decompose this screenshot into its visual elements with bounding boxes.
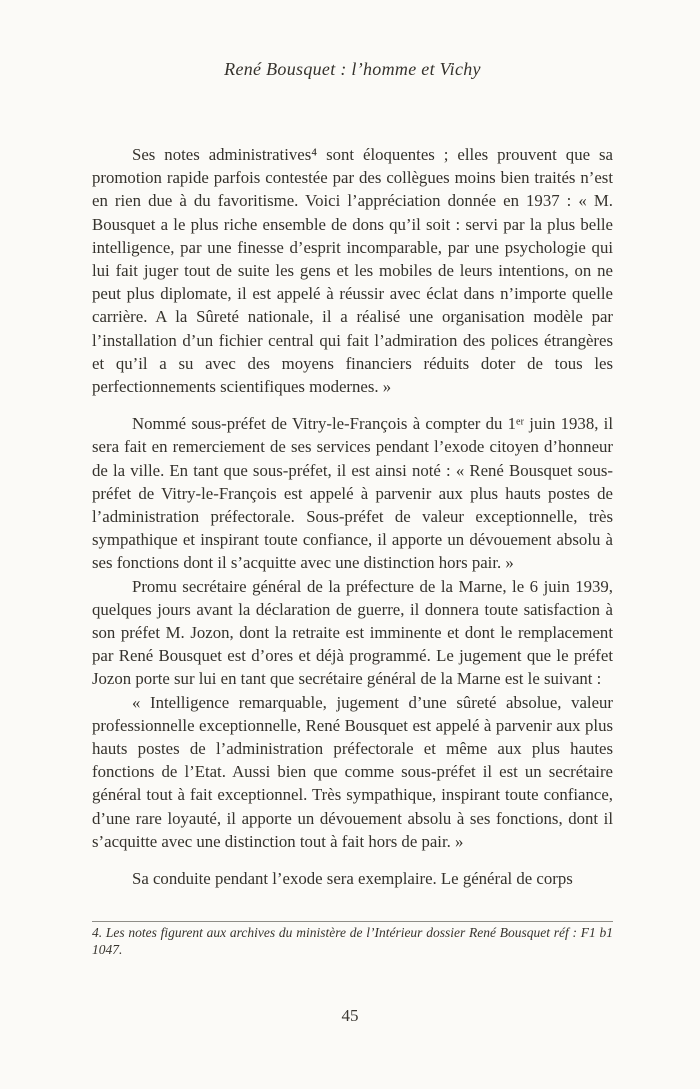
paragraph-notes-administratives: Ses notes administratives⁴ sont éloquentes ; elles prouvent que sa promotion rapide parfois contestée par des collègues moins bien traités n’est en rien due à du favoritisme. Voici l’appréciation donnée en 1937 : « M. Bousquet a le plus riche ensemble de dons qu’il soit : servi par la plus belle intelligence, par une finesse d’esprit incomparable, par une psychologie qui lui fait juger tout de suite les gens et les mobiles de leurs intentions, on ne peut plus diplomate, il est appelé à réussir avec éclat dans n’importe quelle carrière. A la Sûreté nationale, il a réalisé une organisation modèle par l’installation d’un fichier central qui fait l’admiration des polices étrangères et qu’il a su avec des moyens financiers réduits doter de tous les perfectionnements scientifiques modernes. » <box>92 145 613 397</box>
paragraph-nomme-sous-prefet: Nommé sous-préfet de Vitry-le-François à compter du 1ᵉʳ juin 1938, il sera fait en remerciement de ses services pendant l’exode citoyen d’honneur de la ville. En tant que sous-préfet, il est ainsi noté : « René Bousquet sous-préfet de Vitry-le-François est appelé à parvenir aux plus hauts postes de l’administration préfectorale. Sous-préfet de valeur exceptionnelle, très sympathique et inspirant toute confiance, il apporte un dévouement absolu à ses fonctions dont il s’acquitte avec une distinction hors pair. » <box>92 414 613 573</box>
paragraph-sa-conduite: Sa conduite pendant l’exode sera exemplaire. Le général de corps <box>132 869 573 889</box>
paragraph-promu-secretaire: Promu secrétaire général de la préfecture de la Marne, le 6 juin 1939, quelques jours avant la déclaration de guerre, il donnera toute satisfaction à son préfet M. Jozon, dont la retraite est imminente et dont le remplacement par René Bousquet est d’ores et déjà programmé. Le jugement que le préfet Jozon porte sur lui en tant que secrétaire général de la Marne est le suivant : <box>92 576 613 689</box>
page-number: 45 <box>341 1006 359 1025</box>
page-body <box>92 143 613 890</box>
paragraph-intelligence-remarquable: « Intelligence remarquable, jugement d’une sûreté absolue, valeur professionnelle exceptionnelle, René Bousquet est appelé à parvenir aux plus hauts postes de l’administration préfectorale et même aux plus hautes fonctions de l’Etat. Aussi bien que comme sous-préfet il est un secrétaire général tout à fait exceptionnel. Très sympathique, inspirant toute confiance, d’une rare loyauté, il apporte un dévouement absolu à ses fonctions, dont il s’acquitte avec une distinction tout à fait hors de pair. » <box>92 692 613 851</box>
footnote-section <box>92 921 613 958</box>
footnote-text: 4. Les notes figurent aux archives du ministère de l’Intérieur dossier René Bousquet réf : F1 b1 1047. <box>92 925 613 957</box>
running-header: René Bousquet : l’homme et Vichy <box>224 59 481 79</box>
